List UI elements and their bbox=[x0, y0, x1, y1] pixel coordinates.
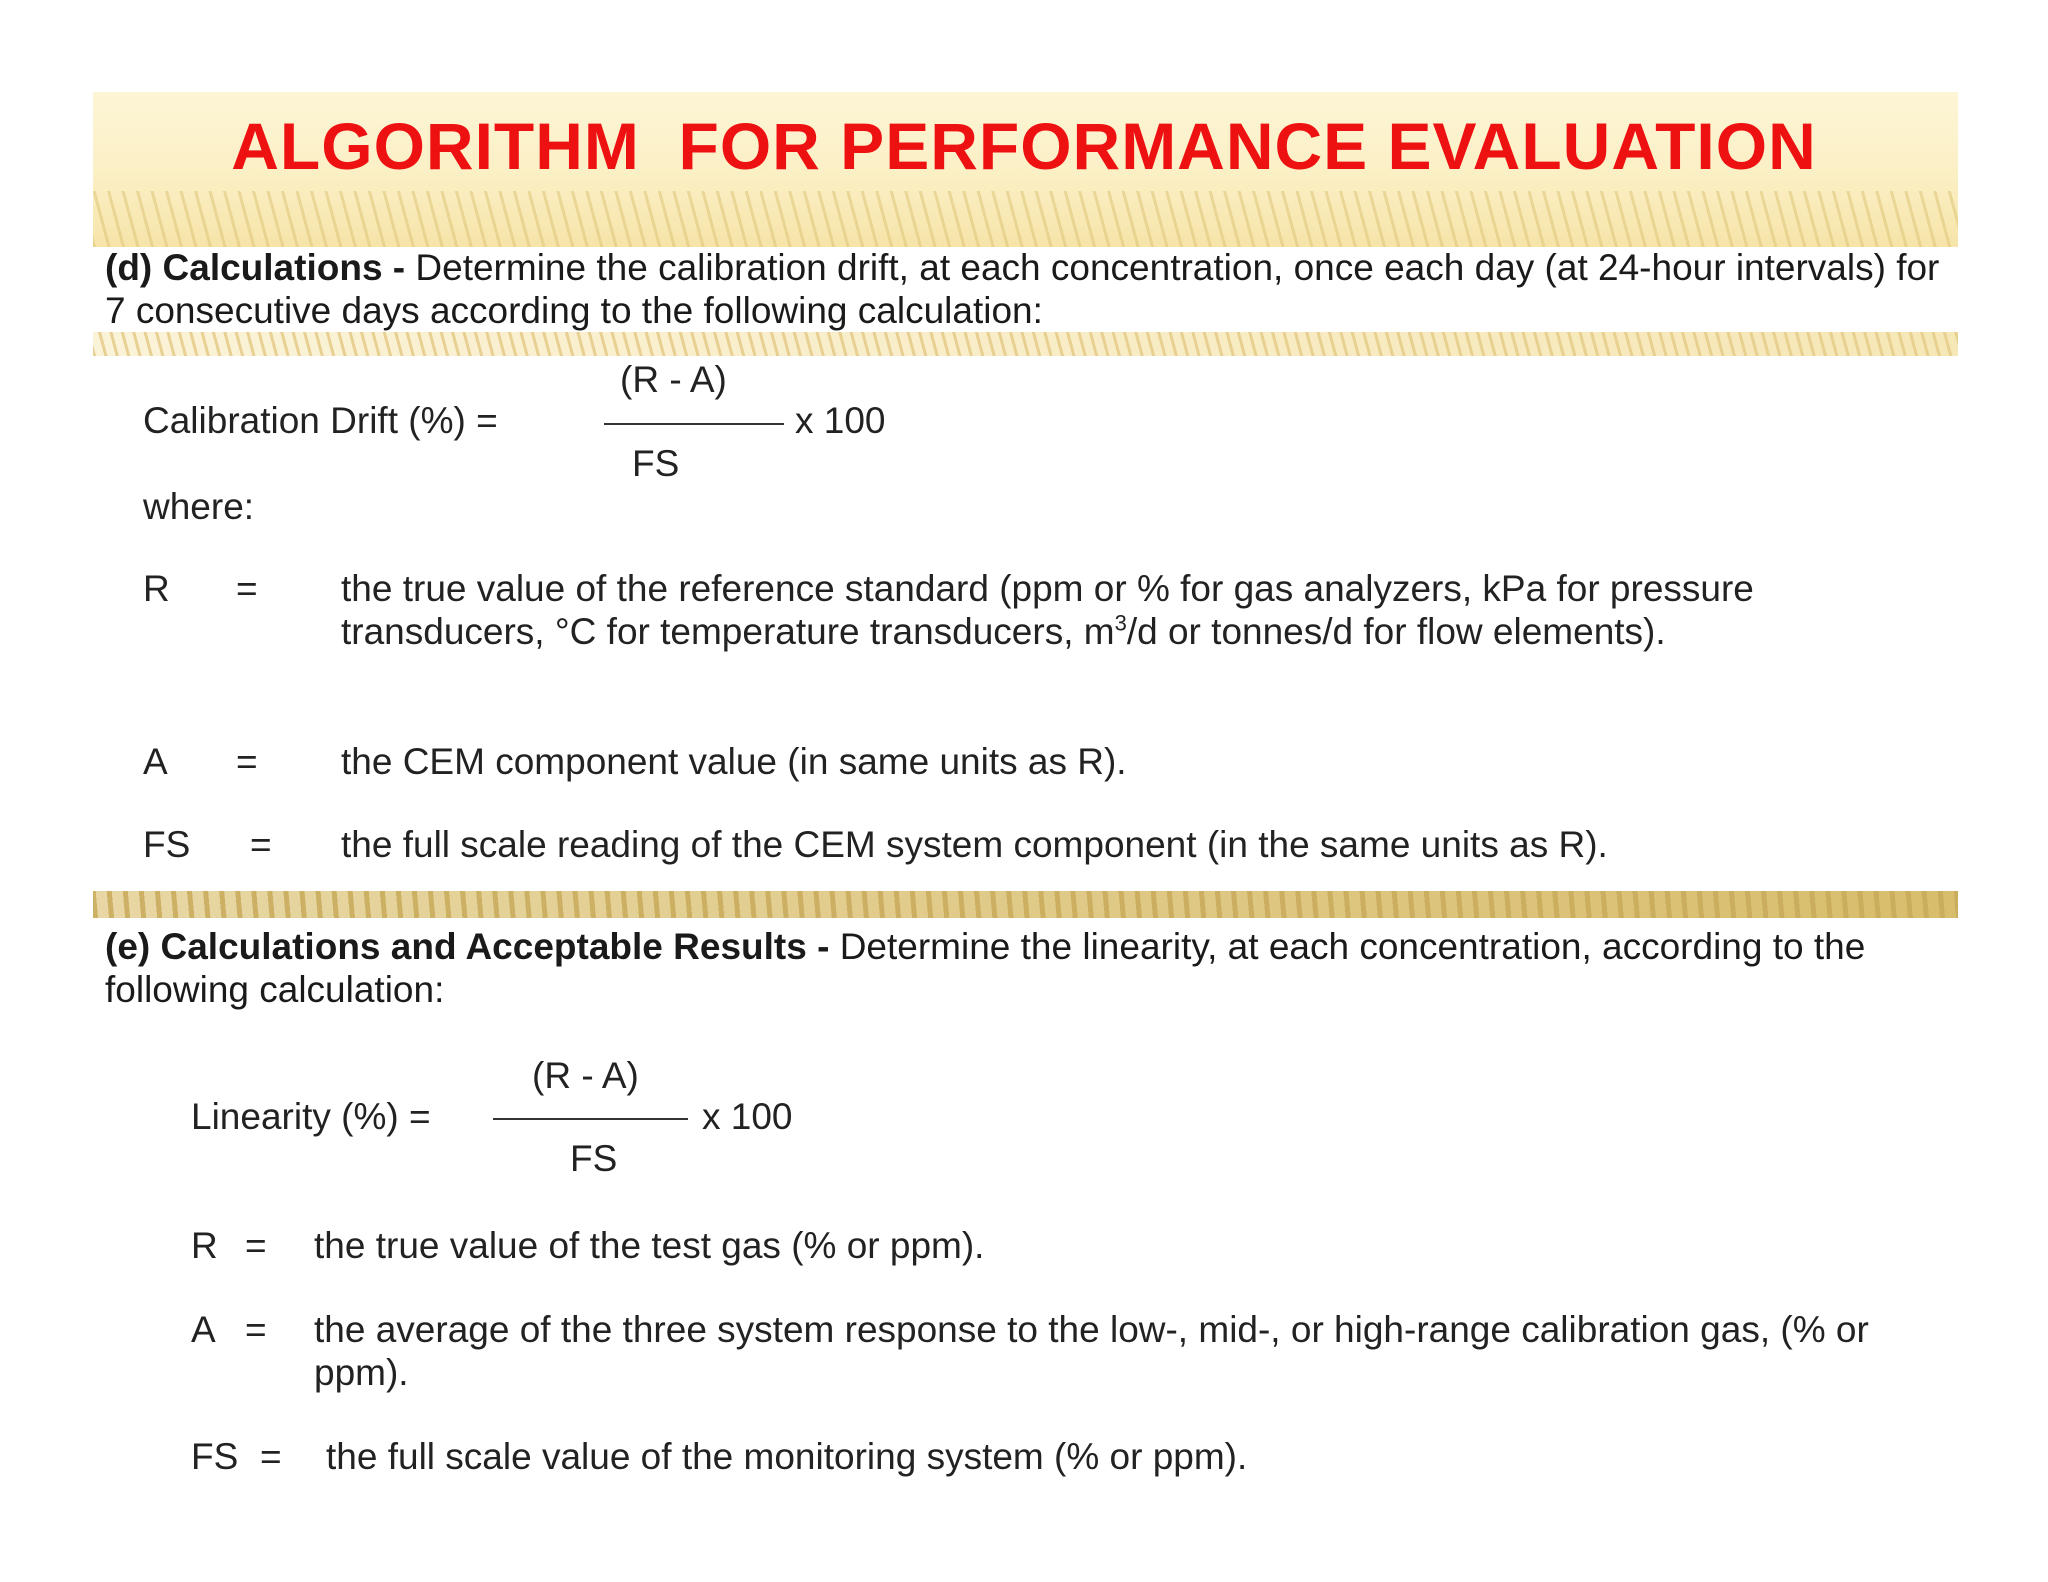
def-e-fs-eq: = bbox=[260, 1436, 282, 1477]
linearity-formula-lhs: Linearity (%) = bbox=[191, 1096, 431, 1137]
def-e-r-eq: = bbox=[245, 1225, 267, 1266]
def-e-a-text: the average of the three system response to the low-, mid-, or high-range calibration gas, (% or ppm). bbox=[314, 1309, 1869, 1393]
def-e-fs-symbol: FS bbox=[191, 1436, 239, 1477]
where-label: where: bbox=[143, 486, 255, 527]
linearity-formula-multiplier: x 100 bbox=[702, 1096, 793, 1137]
def-e-a-symbol: A bbox=[191, 1309, 216, 1350]
def-d-fs-symbol: FS bbox=[143, 824, 191, 865]
section-d-paragraph bbox=[105, 246, 1965, 332]
def-d-a-symbol: A bbox=[143, 741, 168, 782]
page-title: ALGORITHM FOR PERFORMANCE EVALUATION bbox=[231, 109, 1817, 183]
linearity-formula-numerator: (R - A) bbox=[532, 1055, 639, 1096]
drift-formula-multiplier: x 100 bbox=[795, 400, 886, 441]
def-e-fs-text: the full scale value of the monitoring system (% or ppm). bbox=[326, 1436, 1248, 1477]
def-d-r-text: the true value of the reference standard (ppm or % for gas analyzers, kPa for pressure transducers, °C for temperature transducers, $m^3/d$ or tonnes/d for flow elements). bbox=[341, 568, 1754, 652]
divider-strip-e bbox=[93, 891, 1958, 918]
drift-formula-lhs: Calibration Drift (%) = bbox=[143, 400, 498, 441]
def-d-r-symbol: R bbox=[143, 568, 170, 609]
section-e-paragraph bbox=[105, 925, 1965, 1011]
drift-formula-fraction-bar bbox=[604, 423, 784, 425]
linearity-formula-fraction-bar bbox=[493, 1118, 688, 1120]
section-e-label: (e) Calculations and Acceptable Results - bbox=[105, 926, 830, 967]
def-d-fs-eq: = bbox=[250, 824, 272, 865]
def-d-a-eq: = bbox=[236, 741, 258, 782]
banner-stripes bbox=[93, 191, 1958, 247]
section-e-text: Determine the linearity, at each concentration, according to the following calculation: bbox=[105, 926, 1866, 1010]
section-d-label: (d) Calculations - bbox=[105, 247, 406, 288]
def-e-r-text: the true value of the test gas (% or ppm). bbox=[314, 1225, 985, 1266]
drift-formula-numerator: (R - A) bbox=[620, 359, 727, 400]
section-d-text: Determine the calibration drift, at each concentration, once each day (at 24-hour intervals) for 7 consecutive days according to the following calculation: bbox=[105, 247, 1940, 331]
linearity-formula-denominator: FS bbox=[570, 1138, 618, 1179]
def-d-fs-text: the full scale reading of the CEM system component (in the same units as R). bbox=[341, 824, 1608, 865]
def-e-r-symbol: R bbox=[191, 1225, 218, 1266]
def-d-a-text: the CEM component value (in same units as R). bbox=[341, 741, 1127, 782]
divider-strip-d bbox=[93, 332, 1958, 356]
def-d-r-eq: = bbox=[236, 568, 258, 609]
drift-formula-denominator: FS bbox=[632, 443, 680, 484]
def-e-a-eq: = bbox=[245, 1309, 267, 1350]
